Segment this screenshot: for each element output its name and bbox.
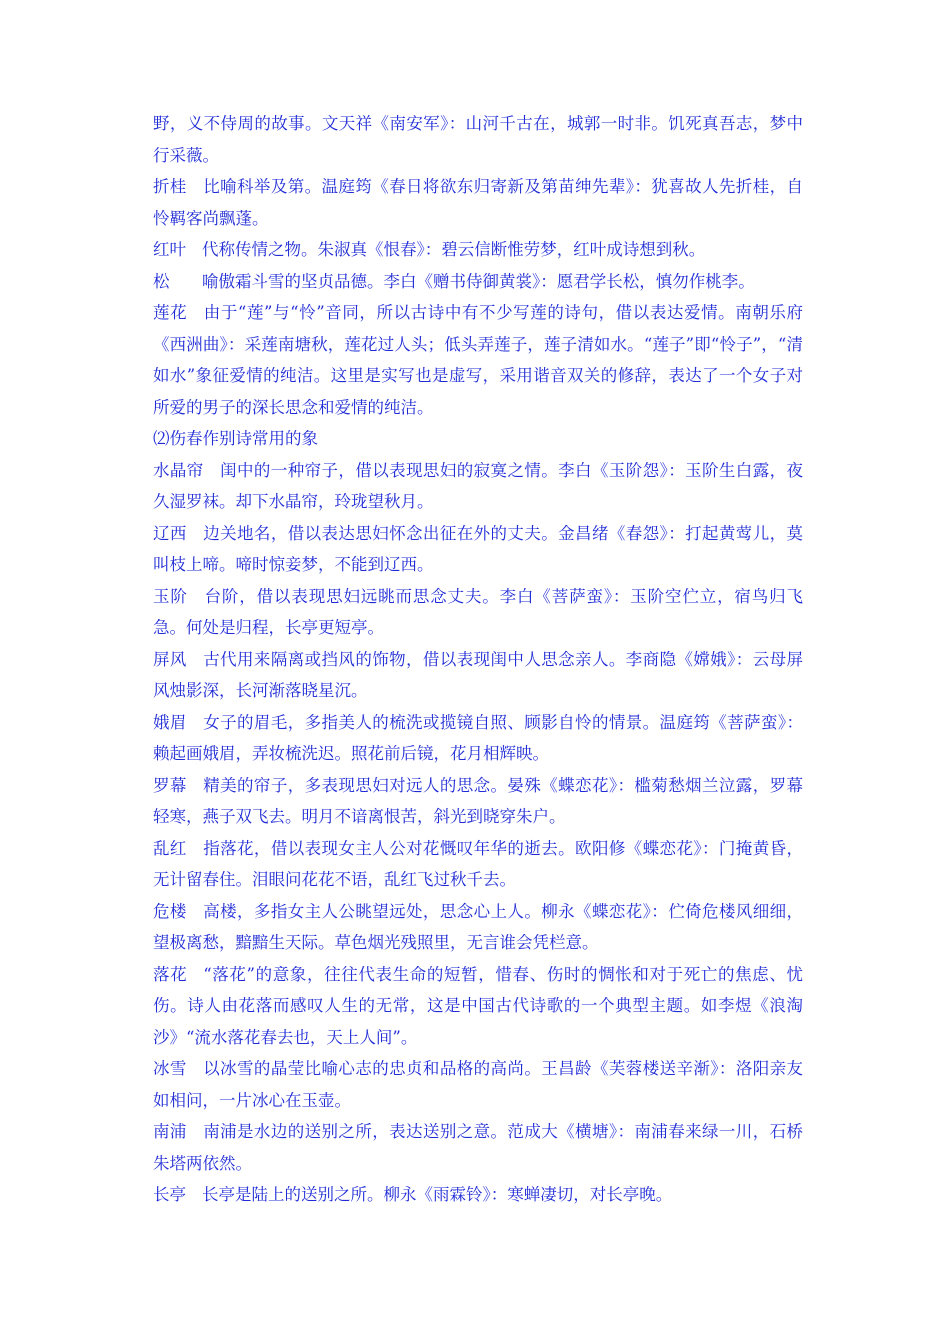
term: 莲花 — [153, 303, 188, 322]
term: 危楼 — [153, 901, 187, 921]
paragraph-lianhua — [153, 297, 803, 423]
term: 辽西 — [153, 523, 187, 543]
paragraph-changting — [153, 1179, 803, 1211]
paragraph-yujie — [153, 581, 803, 644]
paragraph-bingxue — [153, 1053, 803, 1116]
paragraph-text: 代称传情之物。朱淑真《恨春》：碧云信断惟劳梦，红叶成诗想到秋。 — [202, 240, 706, 259]
term: 落花 — [153, 964, 188, 984]
paragraph-text: 比喻科举及第。温庭筠《春日将欲东归寄新及第苗绅先辈》：犹喜故人先折桂，自怜羁客尚飘蓬。 — [153, 177, 804, 228]
term: 折桂 — [153, 177, 187, 196]
paragraph-text: 以冰雪的晶莹比喻心志的忠贞和品格的高尚。王昌龄《芙蓉楼送辛渐》：洛阳亲友如相问，一片冰心在玉壶。 — [153, 1059, 804, 1110]
term: 松 — [153, 271, 170, 291]
term: 娥眉 — [153, 712, 187, 732]
heading-text: ⑵伤春作别诗常用的象 — [153, 429, 318, 448]
paragraph-text: 野，义不侍周的故事。文天祥《南安军》：山河千古在，城郭一时非。饥死真吾志，梦中行采薇。 — [153, 114, 803, 165]
paragraph-text: 精美的帘子，多表现思妇对远人的思念。晏殊《蝶恋花》：槛菊愁烟兰泣露，罗幕轻寒，燕子双飞去。明月不谙离恨苦，斜光到晓穿朱户。 — [153, 775, 804, 826]
paragraph-text: 古代用来隔离或挡风的饰物，借以表现闺中人思念亲人。李商隐《嫦娥》：云母屏风烛影深，长河渐落晓星沉。 — [153, 649, 804, 700]
paragraph-text: 由于“莲”与“怜”音同，所以古诗中有不少写莲的诗句，借以表达爱情。南朝乐府《西洲曲》：采莲南塘秋，莲花过人头；低头弄莲子，莲子清如水。“莲子”即“怜子”，“清如水”象征爱情的纯洁。这里是实写也是虚写，采用谐音双关的修辞，表达了一个女子对所爱的男子的深长思念和爱情的纯洁。 — [153, 303, 803, 417]
paragraph-text: 南浦是水边的送别之所，表达送别之意。范成大《横塘》：南浦春来绿一川，石桥朱塔两依然。 — [153, 1122, 804, 1173]
paragraph-luohua — [153, 959, 803, 1054]
paragraph-text: “落花”的意象，往往代表生命的短暂，惜春、伤时的惆怅和对于死亡的焦虑、忧伤。诗人由花落而感叹人生的无常，这是中国古代诗歌的一个典型主题。如李煜《浪淘沙》“流水落花春去也，天上人间”。 — [153, 964, 803, 1047]
term: 冰雪 — [153, 1059, 187, 1078]
paragraph-text: 高楼，多指女主人公眺望远处，思念心上人。柳永《蝶恋花》：伫倚危楼风细细，望极离愁，黯黯生天际。草色烟光残照里，无言谁会凭栏意。 — [153, 901, 804, 952]
paragraph-text: 边关地名，借以表达思妇怀念出征在外的丈夫。金昌绪《春怨》：打起黄莺儿，莫叫枝上啼。啼时惊妾梦，不能到辽西。 — [153, 523, 804, 574]
paragraph-song — [153, 266, 803, 298]
paragraph-pingfeng — [153, 644, 803, 707]
term: 南浦 — [153, 1122, 187, 1141]
term: 罗幕 — [153, 775, 187, 795]
term: 红叶 — [153, 240, 186, 259]
paragraph-emei — [153, 707, 803, 770]
paragraph-text: 闺中的一种帘子，借以表现思妇的寂寞之情。李白《玉阶怨》：玉阶生白露，夜久湿罗袜。却下水晶帘，玲珑望秋月。 — [153, 460, 804, 511]
term: 长亭 — [153, 1185, 186, 1204]
paragraph-text: 指落花，借以表现女主人公对花慨叹年华的逝去。欧阳修《蝶恋花》：门掩黄昏，无计留春住。泪眼问花花不语，乱红飞过秋千去。 — [153, 838, 804, 889]
paragraph-text: 台阶，借以表现思妇远眺而思念丈夫。李白《菩萨蛮》：玉阶空伫立，宿鸟归飞急。何处是归程，长亭更短亭。 — [153, 586, 804, 637]
paragraph-0 — [153, 108, 803, 171]
paragraph-shuijinglian — [153, 455, 803, 518]
paragraph-luanhong — [153, 833, 803, 896]
paragraph-weilou — [153, 896, 803, 959]
paragraph-hongye — [153, 234, 803, 266]
term: 乱红 — [153, 838, 187, 858]
paragraph-text: 喻傲霜斗雪的坚贞品德。李白《赠书侍御黄裳》：愿君学长松，慎勿作桃李。 — [185, 271, 755, 291]
document-body — [153, 108, 803, 1211]
paragraph-zhegui — [153, 171, 803, 234]
paragraph-nanpu — [153, 1116, 803, 1179]
paragraph-liaoxi — [153, 518, 803, 581]
section-heading — [153, 423, 803, 455]
paragraph-text: 女子的眉毛，多指美人的梳洗或揽镜自照、顾影自怜的情景。温庭筠《菩萨蛮》：赖起画娥眉，弄妆梳洗迟。照花前后镜，花月相辉映。 — [153, 712, 804, 763]
paragraph-text: 长亭是陆上的送别之所。柳永《雨霖铃》：寒蝉凄切，对长亭晚。 — [202, 1185, 673, 1204]
term: 玉阶 — [153, 586, 188, 606]
term: 水晶帘 — [153, 460, 204, 480]
term: 屏风 — [153, 649, 187, 669]
paragraph-luomu — [153, 770, 803, 833]
